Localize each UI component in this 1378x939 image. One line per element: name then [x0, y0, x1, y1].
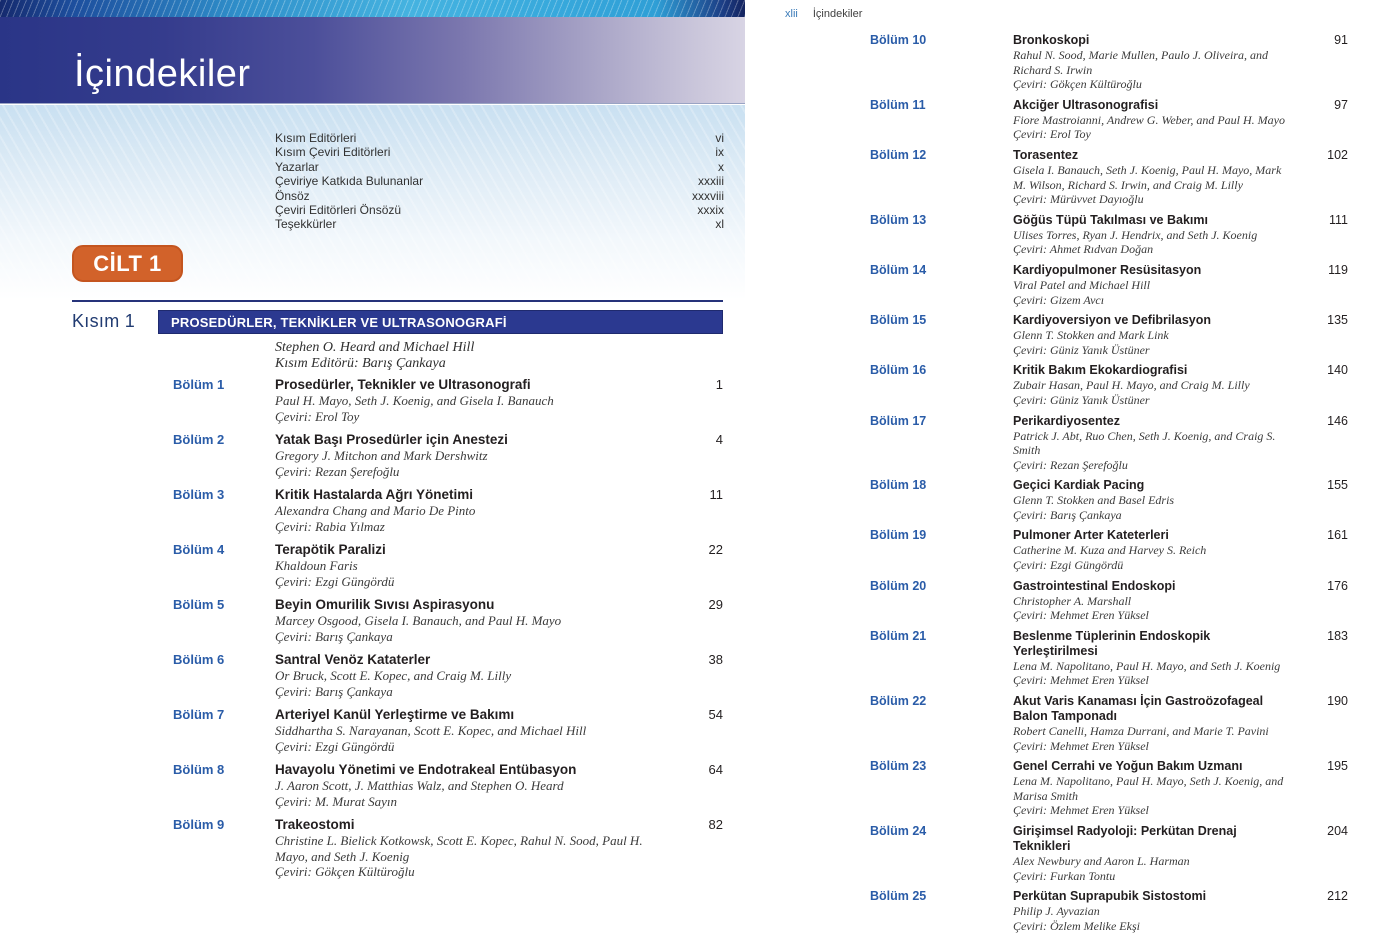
front-matter-page-number: xxxviii [692, 188, 724, 203]
chapter-authors: Zubair Hasan, Paul H. Mayo, and Craig M. Lilly [1013, 378, 1250, 393]
chapter-translator: Çeviri: Mehmet Eren Yüksel [1013, 803, 1149, 818]
chapter-body [1013, 694, 1304, 753]
decorative-wave-strip [0, 0, 745, 17]
chapter-body [1013, 759, 1304, 818]
chapter-authors: Christopher A. Marshall [1013, 593, 1132, 608]
front-matter-label: Önsöz [275, 188, 310, 203]
chapter-entry [173, 487, 723, 534]
chapter-title: Bronkoskopi [1013, 33, 1090, 47]
chapter-number-label: Bölüm 22 [870, 694, 927, 709]
folio-number: xlii [785, 8, 798, 20]
chapter-page-number: 1 [715, 377, 723, 392]
chapter-entry [870, 889, 1348, 933]
chapter-authors: Ulises Torres, Ryan J. Hendrix, and Seth J. Koenig [1013, 227, 1258, 242]
chapter-translator: Çeviri: Ezgi Güngördü [275, 573, 395, 589]
chapter-translator: Çeviri: Ezgi Güngördü [275, 738, 395, 754]
chapter-number-label: Bölüm 23 [870, 759, 927, 774]
chapter-body [275, 707, 677, 754]
chapter-authors: J. Aaron Scott, J. Matthias Walz, and Stephen O. Heard [275, 778, 564, 793]
chapter-translator: Çeviri: Rezan Şerefoğlu [275, 463, 400, 479]
chapter-page-number: 161 [1327, 528, 1348, 543]
chapter-page-number: 204 [1327, 824, 1348, 838]
chapter-title: Beslenme Tüplerinin Endoskopik Yerleştirilmesi [1013, 628, 1211, 658]
chapter-entry [870, 759, 1348, 818]
chapter-title: Prosedürler, Teknikler ve Ultrasonografi [275, 377, 531, 392]
front-matter-row [275, 131, 724, 145]
chapter-translator: Çeviri: Gökçen Kültüroğlu [1013, 77, 1142, 92]
chapter-body [275, 817, 677, 880]
chapter-entry [173, 542, 723, 589]
chapter-title: Akut Varis Kanaması İçin Gastroözofageal Balon Tamponadı [1013, 694, 1264, 724]
chapter-authors: Glenn T. Stokken and Basel Edris [1013, 493, 1175, 508]
chapter-number-label: Bölüm 14 [870, 262, 927, 277]
chapter-title: Genel Cerrahi ve Yoğun Bakım Uzmanı [1013, 759, 1243, 774]
front-matter-list [275, 131, 724, 232]
chapter-entry [870, 528, 1348, 572]
chapter-body [1013, 824, 1304, 883]
chapter-number-label: Bölüm 9 [173, 817, 225, 832]
chapter-number-label: Bölüm 6 [173, 652, 225, 667]
chapter-authors: Patrick J. Abt, Ruo Chen, Seth J. Koenig, and Craig S. Smith [1013, 428, 1276, 458]
chapter-page-number: 91 [1334, 33, 1348, 47]
chapter-translator: Çeviri: Rezan Şerefoğlu [1013, 457, 1128, 472]
chapter-number-label: Bölüm 11 [870, 97, 926, 112]
chapter-authors: Alexandra Chang and Mario De Pinto [275, 503, 476, 518]
chapter-page-number: 140 [1327, 363, 1348, 378]
chapter-entry [173, 652, 723, 699]
front-matter-label: Teşekkürler [275, 217, 337, 232]
front-matter-label: Çeviri Editörleri Önsözü [275, 203, 402, 218]
chapter-entry [870, 213, 1348, 257]
chapter-number-label: Bölüm 18 [870, 478, 927, 493]
chapter-authors: Viral Patel and Michael Hill [1013, 277, 1151, 292]
chapter-page-number: 155 [1327, 478, 1348, 493]
chapter-translator: Çeviri: Mehmet Eren Yüksel [1013, 738, 1149, 753]
chapter-entry [870, 478, 1348, 522]
chapter-authors: Philip J. Ayvazian [1013, 904, 1100, 919]
chapter-authors: Lena M. Napolitano, Paul H. Mayo, Seth J. Koenig, and Marisa Smith [1013, 774, 1284, 803]
chapter-title: Yatak Başı Prosedürler için Anestezi [275, 432, 508, 447]
chapter-body [275, 762, 677, 809]
chapter-title: Göğüs Tüpü Takılması ve Bakımı [1013, 212, 1208, 227]
part-editors-line1: Stephen O. Heard and Michael Hill [275, 340, 475, 355]
chapter-number-label: Bölüm 25 [870, 889, 927, 904]
chapter-page-number: 54 [708, 707, 723, 722]
chapter-title: Kritik Bakım Ekokardiografisi [1013, 363, 1188, 378]
front-matter-row [275, 203, 724, 217]
chapter-number-label: Bölüm 1 [173, 377, 225, 392]
running-head [785, 8, 862, 20]
chapter-entry [173, 432, 723, 479]
chapter-authors: Marcey Osgood, Gisela I. Banauch, and Paul H. Mayo [275, 613, 562, 628]
front-matter-row [275, 145, 724, 159]
front-matter-row [275, 174, 724, 188]
chapter-entry [870, 363, 1348, 407]
chapter-entry [870, 824, 1348, 883]
chapter-number-label: Bölüm 8 [173, 762, 225, 777]
chapter-entry [870, 263, 1348, 307]
chapter-number-label: Bölüm 19 [870, 528, 927, 543]
page-title: İçindekiler [74, 53, 251, 95]
chapter-entry [870, 33, 1348, 92]
front-matter-label: Kısım Editörleri [275, 131, 357, 145]
chapter-body [1013, 889, 1304, 933]
chapter-title: Santral Venöz Kataterler [275, 652, 431, 667]
chapter-entry [870, 629, 1348, 688]
front-matter-page-number: xxxiii [698, 174, 724, 189]
chapter-authors: Siddhartha S. Narayanan, Scott E. Kopec, and Michael Hill [275, 723, 587, 738]
chapter-number-label: Bölüm 21 [870, 628, 927, 643]
chapter-page-number: 82 [708, 817, 723, 832]
front-matter-page-number: xxxix [697, 203, 724, 218]
chapter-body [275, 652, 677, 699]
chapter-body [1013, 313, 1304, 357]
chapter-number-label: Bölüm 12 [870, 147, 927, 162]
chapter-body [1013, 148, 1304, 207]
chapter-page-number: 29 [708, 597, 723, 612]
chapter-authors: Lena M. Napolitano, Paul H. Mayo, and Seth J. Koenig [1013, 658, 1281, 673]
chapter-title: Havayolu Yönetimi ve Endotrakeal Entübasyon [275, 762, 577, 777]
chapter-body [1013, 629, 1304, 688]
chapter-page-number: 176 [1327, 578, 1348, 593]
chapter-body [1013, 263, 1304, 307]
chapter-page-number: 195 [1327, 759, 1348, 774]
part-label: Kısım 1 [72, 311, 136, 331]
chapter-authors: Rahul N. Sood, Marie Mullen, Paulo J. Oliveira, and Richard S. Irwin [1013, 48, 1268, 77]
chapter-translator: Çeviri: Mehmet Eren Yüksel [1013, 608, 1149, 623]
chapter-number-label: Bölüm 10 [870, 33, 927, 47]
chapter-page-number: 11 [709, 487, 723, 502]
front-matter-label: Kısım Çeviri Editörleri [275, 145, 391, 160]
chapter-body [275, 377, 677, 424]
chapter-entry [173, 762, 723, 809]
chapter-authors: Khaldoun Faris [275, 558, 358, 573]
front-matter-label: Çeviriye Katkıda Bulunanlar [275, 174, 424, 189]
chapter-title: Kardiyoversiyon ve Defibrilasyon [1013, 313, 1211, 328]
chapter-body [275, 542, 677, 589]
running-head-title: İçindekiler [812, 8, 863, 20]
chapter-body [1013, 363, 1304, 407]
part-editors [275, 340, 474, 372]
chapter-body [1013, 528, 1304, 572]
chapter-body [1013, 579, 1304, 623]
chapter-page-number: 97 [1334, 97, 1348, 112]
chapter-authors: Or Bruck, Scott E. Kopec, and Craig M. Lilly [275, 668, 512, 683]
chapter-translator: Çeviri: Ahmet Rıdvan Doğan [1013, 242, 1154, 257]
chapter-title: Kritik Hastalarda Ağrı Yönetimi [275, 487, 474, 502]
chapter-title: Girişimsel Radyoloji: Perkütan Drenaj Teknikleri [1013, 824, 1237, 853]
chapter-entry [173, 707, 723, 754]
chapter-title: Torasentez [1013, 147, 1079, 162]
chapter-entry [870, 414, 1348, 473]
chapter-number-label: Bölüm 16 [870, 363, 927, 378]
chapter-number-label: Bölüm 4 [173, 542, 225, 557]
part-title-bar: PROSEDÜRLER, TEKNİKLER VE ULTRASONOGRAFİ [158, 310, 723, 334]
section-divider-rule [72, 300, 723, 302]
chapter-body [1013, 414, 1304, 473]
chapter-number-label: Bölüm 3 [173, 487, 225, 502]
chapter-body [1013, 213, 1304, 257]
chapter-title: Pulmoner Arter Kateterleri [1013, 528, 1169, 543]
volume-badge: CİLT 1 [72, 245, 183, 282]
chapter-page-number: 146 [1327, 413, 1348, 428]
chapter-authors: Christine L. Bielick Kotkowsk, Scott E. Kopec, Rahul N. Sood, Paul H. Mayo, and Seth J. Koenig [275, 833, 643, 864]
chapter-number-label: Bölüm 13 [870, 212, 927, 227]
chapter-authors: Gisela I. Banauch, Seth J. Koenig, Paul H. Mayo, Mark M. Wilson, Richard S. Irwin, and Craig M. Lilly [1013, 162, 1282, 192]
part-editors-line2: Kısım Editörü: Barış Çankaya [275, 356, 446, 371]
chapter-authors: Gregory J. Mitchon and Mark Dershwitz [275, 448, 488, 463]
chapter-authors: Catherine M. Kuza and Harvey S. Reich [1013, 543, 1207, 558]
chapter-number-label: Bölüm 5 [173, 597, 225, 612]
chapter-page-number: 212 [1327, 889, 1348, 904]
chapter-translator: Çeviri: Barış Çankaya [275, 683, 393, 699]
front-matter-row [275, 189, 724, 203]
chapter-authors: Fiore Mastroianni, Andrew G. Weber, and Paul H. Mayo [1013, 112, 1285, 127]
chapter-title: Gastrointestinal Endoskopi [1013, 578, 1176, 593]
chapter-translator: Çeviri: Mürüvvet Dayıoğlu [1013, 192, 1144, 207]
chapter-page-number: 38 [708, 652, 723, 667]
front-matter-page-number: vi [715, 131, 724, 145]
chapter-list-right [870, 33, 1348, 939]
front-matter-label: Yazarlar [275, 159, 319, 174]
chapter-translator: Çeviri: Rabia Yılmaz [275, 518, 385, 534]
chapter-page-number: 183 [1327, 628, 1348, 643]
chapter-title: Arteriyel Kanül Yerleştirme ve Bakımı [275, 707, 515, 722]
chapter-page-number: 22 [708, 542, 723, 557]
chapter-entry [173, 597, 723, 644]
chapter-body [275, 487, 677, 534]
chapter-translator: Çeviri: Ezgi Güngördü [1013, 558, 1124, 573]
chapter-number-label: Bölüm 15 [870, 313, 927, 328]
chapter-entry [173, 817, 723, 880]
chapter-entry [870, 313, 1348, 357]
chapter-page-number: 4 [715, 432, 723, 447]
chapter-translator: Çeviri: Barış Çankaya [1013, 507, 1122, 522]
chapter-entry [173, 377, 723, 424]
chapter-body [1013, 478, 1304, 522]
chapter-authors: Alex Newbury and Aaron L. Harman [1013, 854, 1190, 868]
chapter-authors: Paul H. Mayo, Seth J. Koenig, and Gisela I. Banauch [275, 393, 554, 408]
title-banner [0, 17, 745, 104]
chapter-translator: Çeviri: Özlem Melike Ekşi [1013, 918, 1140, 933]
chapter-list-left [173, 377, 723, 888]
chapter-translator: Çeviri: Güniz Yanık Üstüner [1013, 342, 1150, 357]
chapter-title: Kardiyopulmoner Resüsitasyon [1013, 262, 1202, 277]
chapter-translator: Çeviri: Furkan Tontu [1013, 868, 1116, 883]
chapter-page-number: 102 [1327, 147, 1348, 162]
chapter-title: Akciğer Ultrasonografisi [1013, 97, 1159, 112]
chapter-page-number: 111 [1328, 212, 1348, 227]
chapter-page-number: 64 [708, 762, 723, 777]
chapter-authors: Glenn T. Stokken and Mark Link [1013, 328, 1169, 343]
chapter-number-label: Bölüm 17 [870, 413, 927, 428]
front-matter-page-number: x [718, 159, 724, 174]
chapter-page-number: 135 [1327, 313, 1348, 328]
front-matter-row [275, 160, 724, 174]
chapter-translator: Çeviri: M. Murat Sayın [275, 793, 398, 809]
chapter-number-label: Bölüm 20 [870, 578, 927, 593]
right-page [745, 0, 1378, 933]
chapter-body [1013, 98, 1304, 142]
chapter-translator: Çeviri: Erol Toy [275, 408, 360, 424]
chapter-page-number: 119 [1328, 262, 1348, 277]
chapter-entry [870, 148, 1348, 207]
front-matter-row [275, 217, 724, 231]
chapter-body [275, 597, 677, 644]
chapter-title: Perkütan Suprapubik Sistostomi [1013, 889, 1207, 904]
chapter-translator: Çeviri: Gizem Avcı [1013, 292, 1105, 307]
chapter-entry [870, 579, 1348, 623]
chapter-translator: Çeviri: Erol Toy [1013, 127, 1091, 142]
chapter-entry [870, 694, 1348, 753]
front-matter-page-number: xl [715, 217, 724, 232]
chapter-translator: Çeviri: Barış Çankaya [275, 628, 393, 644]
front-matter-page-number: ix [715, 145, 724, 160]
chapter-title: Beyin Omurilik Sıvısı Aspirasyonu [275, 597, 495, 612]
chapter-translator: Çeviri: Gökçen Kültüroğlu [275, 864, 415, 879]
chapter-number-label: Bölüm 24 [870, 824, 927, 838]
chapter-body [275, 432, 677, 479]
chapter-title: Geçici Kardiak Pacing [1013, 478, 1145, 493]
chapter-entry [870, 98, 1348, 142]
chapter-page-number: 190 [1327, 694, 1348, 709]
chapter-title: Terapötik Paralizi [275, 542, 386, 557]
chapter-title: Perikardiyosentez [1013, 413, 1120, 428]
chapter-number-label: Bölüm 7 [173, 707, 225, 722]
chapter-title: Trakeostomi [275, 817, 355, 832]
chapter-body [1013, 33, 1304, 92]
chapter-translator: Çeviri: Mehmet Eren Yüksel [1013, 673, 1149, 688]
chapter-number-label: Bölüm 2 [173, 432, 225, 447]
chapter-authors: Robert Canelli, Hamza Durrani, and Marie T. Pavini [1013, 724, 1269, 739]
chapter-translator: Çeviri: Güniz Yanık Üstüner [1013, 392, 1150, 407]
